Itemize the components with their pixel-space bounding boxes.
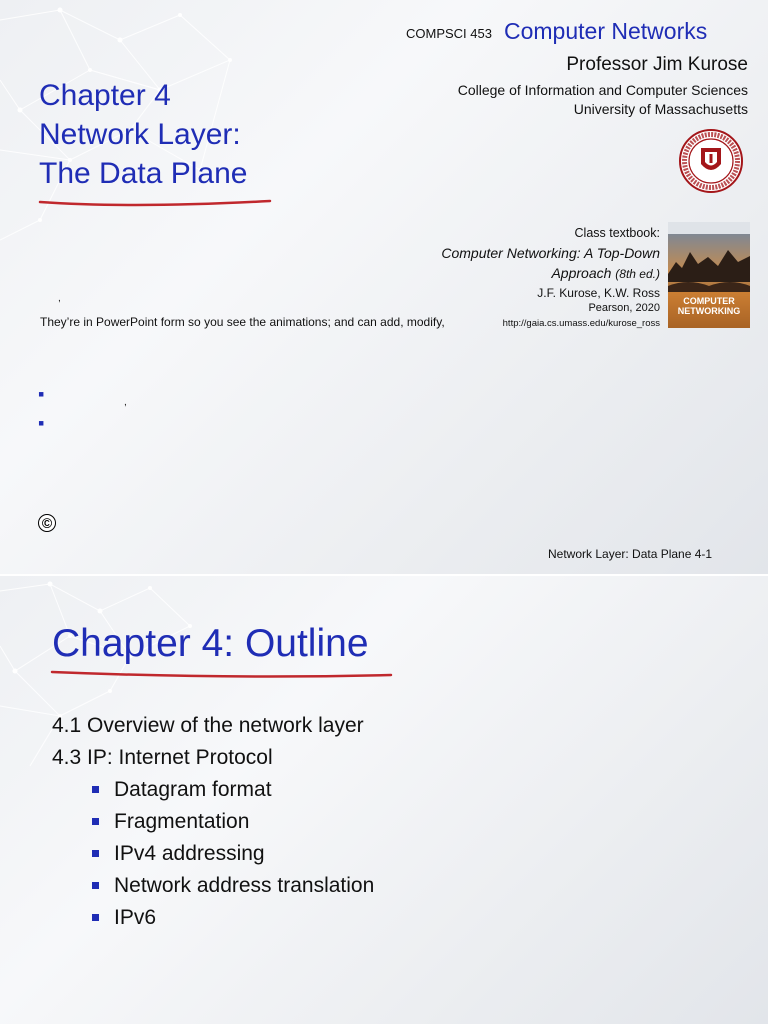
bullet-marker: ▪ xyxy=(38,384,45,404)
textbook-title-text: Computer Networking: A Top-Down Approach xyxy=(441,245,660,281)
outline-subitem-text: Fragmentation xyxy=(114,810,250,833)
slide-footer: Network Layer: Data Plane 4-1 xyxy=(548,547,713,561)
college-name: College of Information and Computer Sciences xyxy=(457,82,748,98)
outline-title-underline xyxy=(50,666,395,684)
copyright-icon: © xyxy=(38,514,56,532)
slide-2 xyxy=(0,576,768,1024)
outline-subitem-text: Network address translation xyxy=(114,874,375,897)
outline-subitem xyxy=(52,809,472,834)
university-seal-logo xyxy=(671,128,751,194)
course-code: COMPSCI 453 xyxy=(406,26,492,41)
outline-subitem xyxy=(52,873,472,898)
textbook-label: Class textbook: xyxy=(574,226,660,240)
bullet-square-icon xyxy=(92,818,99,825)
textbook-edition: (8th ed.) xyxy=(615,267,660,281)
outline-subitem xyxy=(52,777,472,802)
textbook-cover-image xyxy=(668,222,750,328)
outline-subitem xyxy=(52,905,472,930)
outline-subitem-text: IPv4 addressing xyxy=(114,842,265,865)
bullet-marker: ▪ xyxy=(38,413,45,433)
bullet-square-icon xyxy=(92,882,99,889)
bullet-square-icon xyxy=(92,786,99,793)
title-line-2: Network Layer: xyxy=(39,118,241,151)
stray-comma: , xyxy=(58,293,61,304)
cover-text-2: NETWORKING xyxy=(677,306,741,316)
textbook-url-link[interactable]: http://gaia.cs.umass.edu/kurose_ross xyxy=(502,318,660,329)
outline-subitem xyxy=(52,841,472,866)
university-name: University of Massachusetts xyxy=(573,101,748,117)
outline-item: 4.1 Overview of the network layer xyxy=(52,714,364,737)
professor-name: Professor Jim Kurose xyxy=(566,54,748,75)
outline-subitem-text: Datagram format xyxy=(114,778,272,801)
outline-subitem-text: IPv6 xyxy=(114,906,157,929)
slide-title xyxy=(39,76,247,193)
stray-comma-2: , xyxy=(124,397,127,408)
title-line-1: Chapter 4 xyxy=(39,79,171,112)
textbook-authors: J.F. Kurose, K.W. Ross xyxy=(537,286,660,300)
bullet-square-icon xyxy=(92,850,99,857)
cover-text-1: COMPUTER xyxy=(683,296,735,306)
bullet-square-icon xyxy=(92,914,99,921)
title-line-3: The Data Plane xyxy=(39,157,248,190)
textbook-publisher: Pearson, 2020 xyxy=(588,302,660,314)
course-name: Computer Networks xyxy=(504,18,708,44)
outline-title: Chapter 4: Outline xyxy=(52,622,369,665)
outline-list xyxy=(52,713,472,930)
outline-item: 4.3 IP: Internet Protocol xyxy=(52,746,273,769)
title-underline xyxy=(38,192,274,212)
textbook-title xyxy=(420,243,660,284)
powerpoint-note: They’re in PowerPoint form so you see the animations; and can add, modify, xyxy=(40,315,445,329)
